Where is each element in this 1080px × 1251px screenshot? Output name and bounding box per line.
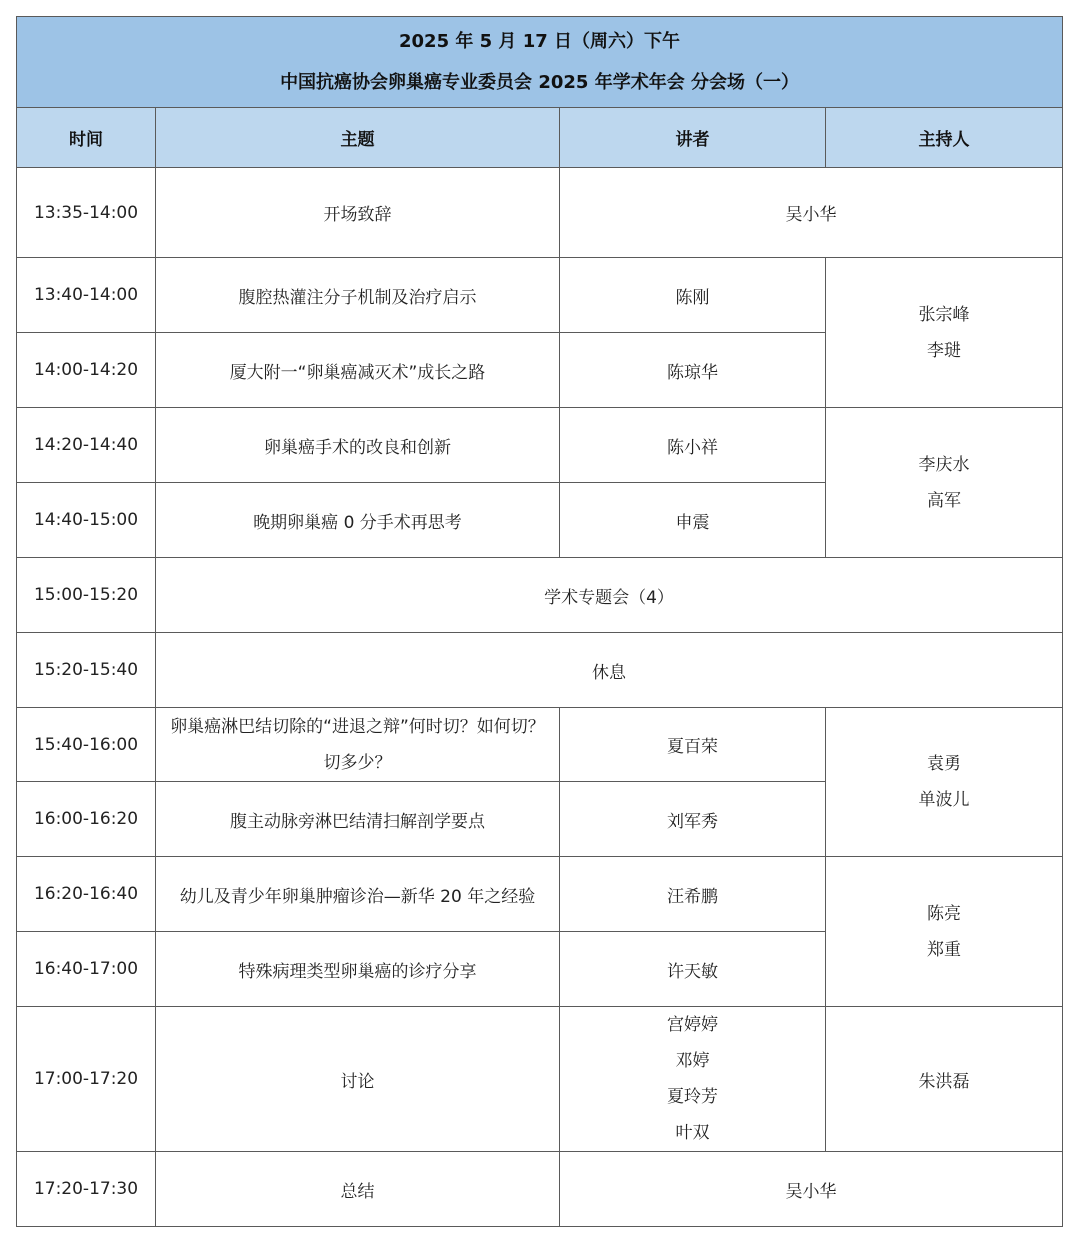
topic-cell: 腹主动脉旁淋巴结清扫解剖学要点 [156,782,560,857]
speaker-cell: 陈刚 [560,258,826,333]
topic-cell: 腹腔热灌注分子机制及治疗启示 [156,258,560,333]
time-cell: 16:20-16:40 [17,857,156,932]
column-header-speaker: 讲者 [560,108,826,168]
host-name: 郑重 [927,939,962,960]
time-cell: 15:40-16:00 [17,708,156,782]
speaker-cell: 刘军秀 [560,782,826,857]
column-header-host: 主持人 [826,108,1063,168]
speaker-cell: 吴小华 [560,168,1063,258]
time-cell: 13:35-14:00 [17,168,156,258]
time-cell: 16:00-16:20 [17,782,156,857]
time-cell: 15:00-15:20 [17,558,156,633]
topic-cell: 厦大附一“卵巢癌减灭术”成长之路 [156,333,560,408]
host-name: 高军 [927,490,962,511]
title-date: 2025 年 5 月 17 日（周六）下午 [399,31,681,52]
time-cell: 14:40-15:00 [17,483,156,558]
column-header-row [17,108,1063,168]
host-name: 陈亮 [927,903,962,924]
time-cell: 17:20-17:30 [17,1152,156,1227]
table-row [17,1007,1063,1152]
topic-cell: 晚期卵巢癌 0 分手术再思考 [156,483,560,558]
speaker-cell [560,1007,826,1152]
schedule-title [17,17,1063,108]
topic-cell: 休息 [156,633,1063,708]
table-row [17,857,1063,932]
speaker-cell: 许天敏 [560,932,826,1007]
host-cell [826,857,1063,1007]
speaker-name: 叶双 [675,1123,710,1143]
table-row [17,408,1063,483]
speaker-cell: 申震 [560,483,826,558]
topic-cell: 幼儿及青少年卵巢肿瘤诊治—新华 20 年之经验 [156,857,560,932]
table-row [17,708,1063,782]
time-cell: 14:00-14:20 [17,333,156,408]
speaker-cell: 夏百荣 [560,708,826,782]
host-cell [826,1007,1063,1152]
topic-cell: 学术专题会（4） [156,558,1063,633]
speaker-cell: 陈小祥 [560,408,826,483]
topic-cell: 总结 [156,1152,560,1227]
time-cell: 16:40-17:00 [17,932,156,1007]
speaker-cell: 吴小华 [560,1152,1063,1227]
table-row [17,258,1063,333]
host-name: 李琎 [927,340,962,361]
host-name: 李庆水 [918,454,970,475]
speaker-cell: 陈琼华 [560,333,826,408]
host-name: 张宗峰 [918,304,970,325]
time-cell: 14:20-14:40 [17,408,156,483]
host-name: 袁勇 [927,754,962,774]
speaker-name: 夏玲芳 [667,1087,718,1107]
column-header-topic: 主题 [156,108,560,168]
speaker-cell: 汪希鹏 [560,857,826,932]
topic-cell: 讨论 [156,1007,560,1152]
topic-cell: 特殊病理类型卵巢癌的诊疗分享 [156,932,560,1007]
host-name: 朱洪磊 [918,1071,970,1092]
time-cell: 13:40-14:00 [17,258,156,333]
schedule-table [16,16,1063,1227]
time-cell: 15:20-15:40 [17,633,156,708]
topic-cell: 卵巢癌淋巴结切除的“进退之辩”何时切？如何切？切多少？ [156,708,560,782]
speaker-name: 宫婷婷 [667,1015,718,1035]
topic-cell: 开场致辞 [156,168,560,258]
topic-cell: 卵巢癌手术的改良和创新 [156,408,560,483]
table-row [17,633,1063,708]
host-cell [826,258,1063,408]
table-row [17,1152,1063,1227]
table-row [17,558,1063,633]
speaker-name: 邓婷 [675,1051,710,1071]
time-cell: 17:00-17:20 [17,1007,156,1152]
host-name: 单波儿 [918,790,970,810]
column-header-time: 时间 [17,108,156,168]
host-cell [826,408,1063,558]
title-session: 中国抗癌协会卵巢癌专业委员会 2025 年学术年会 分会场（一） [280,72,799,93]
host-cell [826,708,1063,857]
table-row [17,168,1063,258]
